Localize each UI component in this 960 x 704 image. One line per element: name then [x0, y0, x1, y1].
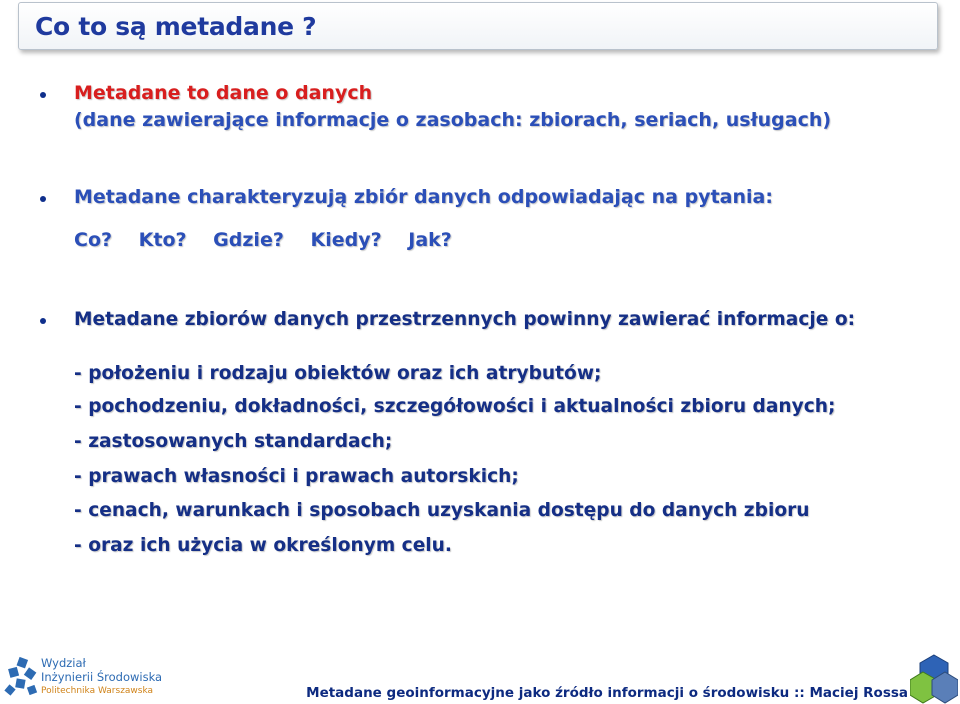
question-word: Kto?: [138, 229, 187, 251]
bullet-1-subtext: (dane zawierające informacje o zasobach: zbiorach, seriach, usługach): [74, 109, 832, 131]
slide-title: Co to są metadane ?: [35, 12, 317, 41]
list-item: - oraz ich użycia w określonym celu.: [74, 535, 452, 556]
question-words: [74, 229, 472, 251]
list-item: - pochodzeniu, dokładności, szczegółowości i aktualności zbioru danych;: [74, 396, 836, 417]
question-word: Jak?: [408, 229, 452, 251]
bullet-dot: [40, 196, 46, 202]
university-name: Politechnika Warszawska: [41, 686, 154, 696]
faculty-logo-icon: [4, 656, 44, 700]
question-word: Kiedy?: [310, 229, 382, 251]
bullet-dot: [40, 318, 46, 324]
title-box: [18, 2, 938, 50]
list-item: - położeniu i rodzaju obiektów oraz ich atrybutów;: [74, 363, 602, 384]
bullet-dot: [40, 92, 46, 98]
question-word: Co?: [74, 229, 113, 251]
list-item: - prawach własności i prawach autorskich;: [74, 466, 519, 487]
list-item: - cenach, warunkach i sposobach uzyskania dostępu do danych zbioru: [74, 500, 810, 521]
list-item: - zastosowanych standardach;: [74, 431, 393, 452]
footer-caption: Metadane geoinformacyjne jako źródło informacji o środowisku :: Maciej Rossa: [306, 685, 908, 701]
faculty-line-1: Wydział: [41, 656, 86, 670]
question-word: Gdzie?: [213, 229, 284, 251]
faculty-line-2: Inżynierii Środowiska: [41, 670, 163, 684]
bullet-2-text: Metadane charakteryzują zbiór danych odpowiadając na pytania:: [74, 186, 773, 208]
hexagon-cubes-icon: [910, 654, 958, 704]
bullet-1-text: Metadane to dane o danych: [74, 82, 373, 104]
faculty-name: [41, 656, 162, 698]
bullet-3-text: Metadane zbiorów danych przestrzennych powinny zawierać informacje o:: [74, 309, 856, 330]
